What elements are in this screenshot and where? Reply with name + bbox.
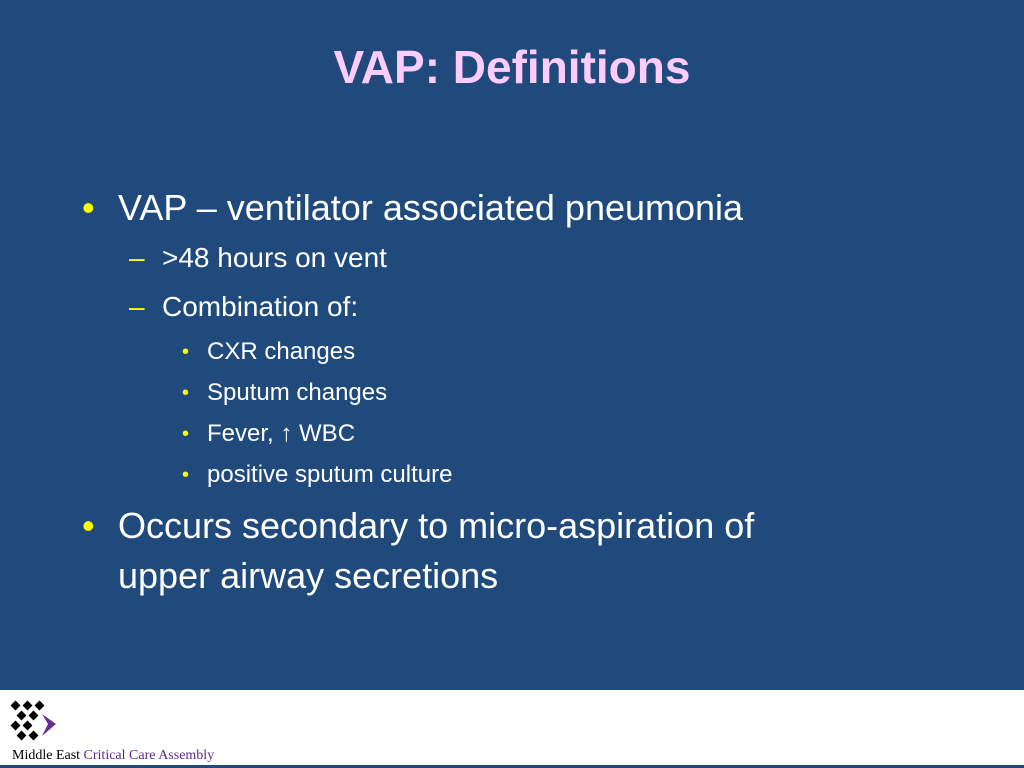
footer [0, 690, 1024, 768]
sub-bullet-text: Combination of: [162, 291, 359, 322]
assembly-logo-icon [8, 698, 68, 748]
bullet-marker: • [82, 187, 95, 228]
bullet-marker: • [182, 382, 190, 404]
bullet-marker: • [182, 464, 190, 486]
bullet-marker: • [82, 505, 95, 546]
sub-sub-bullet-text: CXR changes [207, 338, 356, 365]
org-name-part2: Critical Care Assembly [83, 748, 215, 763]
sub-sub-bullet-item [182, 378, 388, 408]
bullet-marker: • [182, 341, 190, 363]
sub-sub-bullet-text: positive sputum culture [207, 461, 453, 488]
dash-marker: – [129, 242, 145, 273]
sub-sub-bullet-item [182, 419, 356, 449]
bullet-item [82, 186, 744, 230]
slide-title: VAP: Definitions [333, 41, 691, 93]
sub-sub-bullet-item [182, 337, 356, 367]
sub-bullet-item [129, 241, 387, 275]
bullet-text: VAP – ventilator associated pneumonia [118, 187, 744, 228]
sub-bullet-text: >48 hours on vent [162, 242, 387, 273]
dash-marker: – [129, 291, 145, 322]
bullet-marker: • [182, 423, 190, 445]
bullet-item [82, 504, 755, 598]
sub-sub-bullet-text: Sputum changes [207, 379, 388, 406]
sub-bullet-item [129, 290, 359, 324]
bullet-text-line: Occurs secondary to micro-aspiration of [118, 505, 755, 546]
sub-sub-bullet-text: Fever, ↑ WBC [207, 420, 356, 447]
organization-name [12, 748, 214, 764]
org-name-part1: Middle East [12, 748, 81, 763]
bullet-text-line: upper airway secretions [118, 555, 499, 596]
sub-sub-bullet-item [182, 460, 453, 490]
